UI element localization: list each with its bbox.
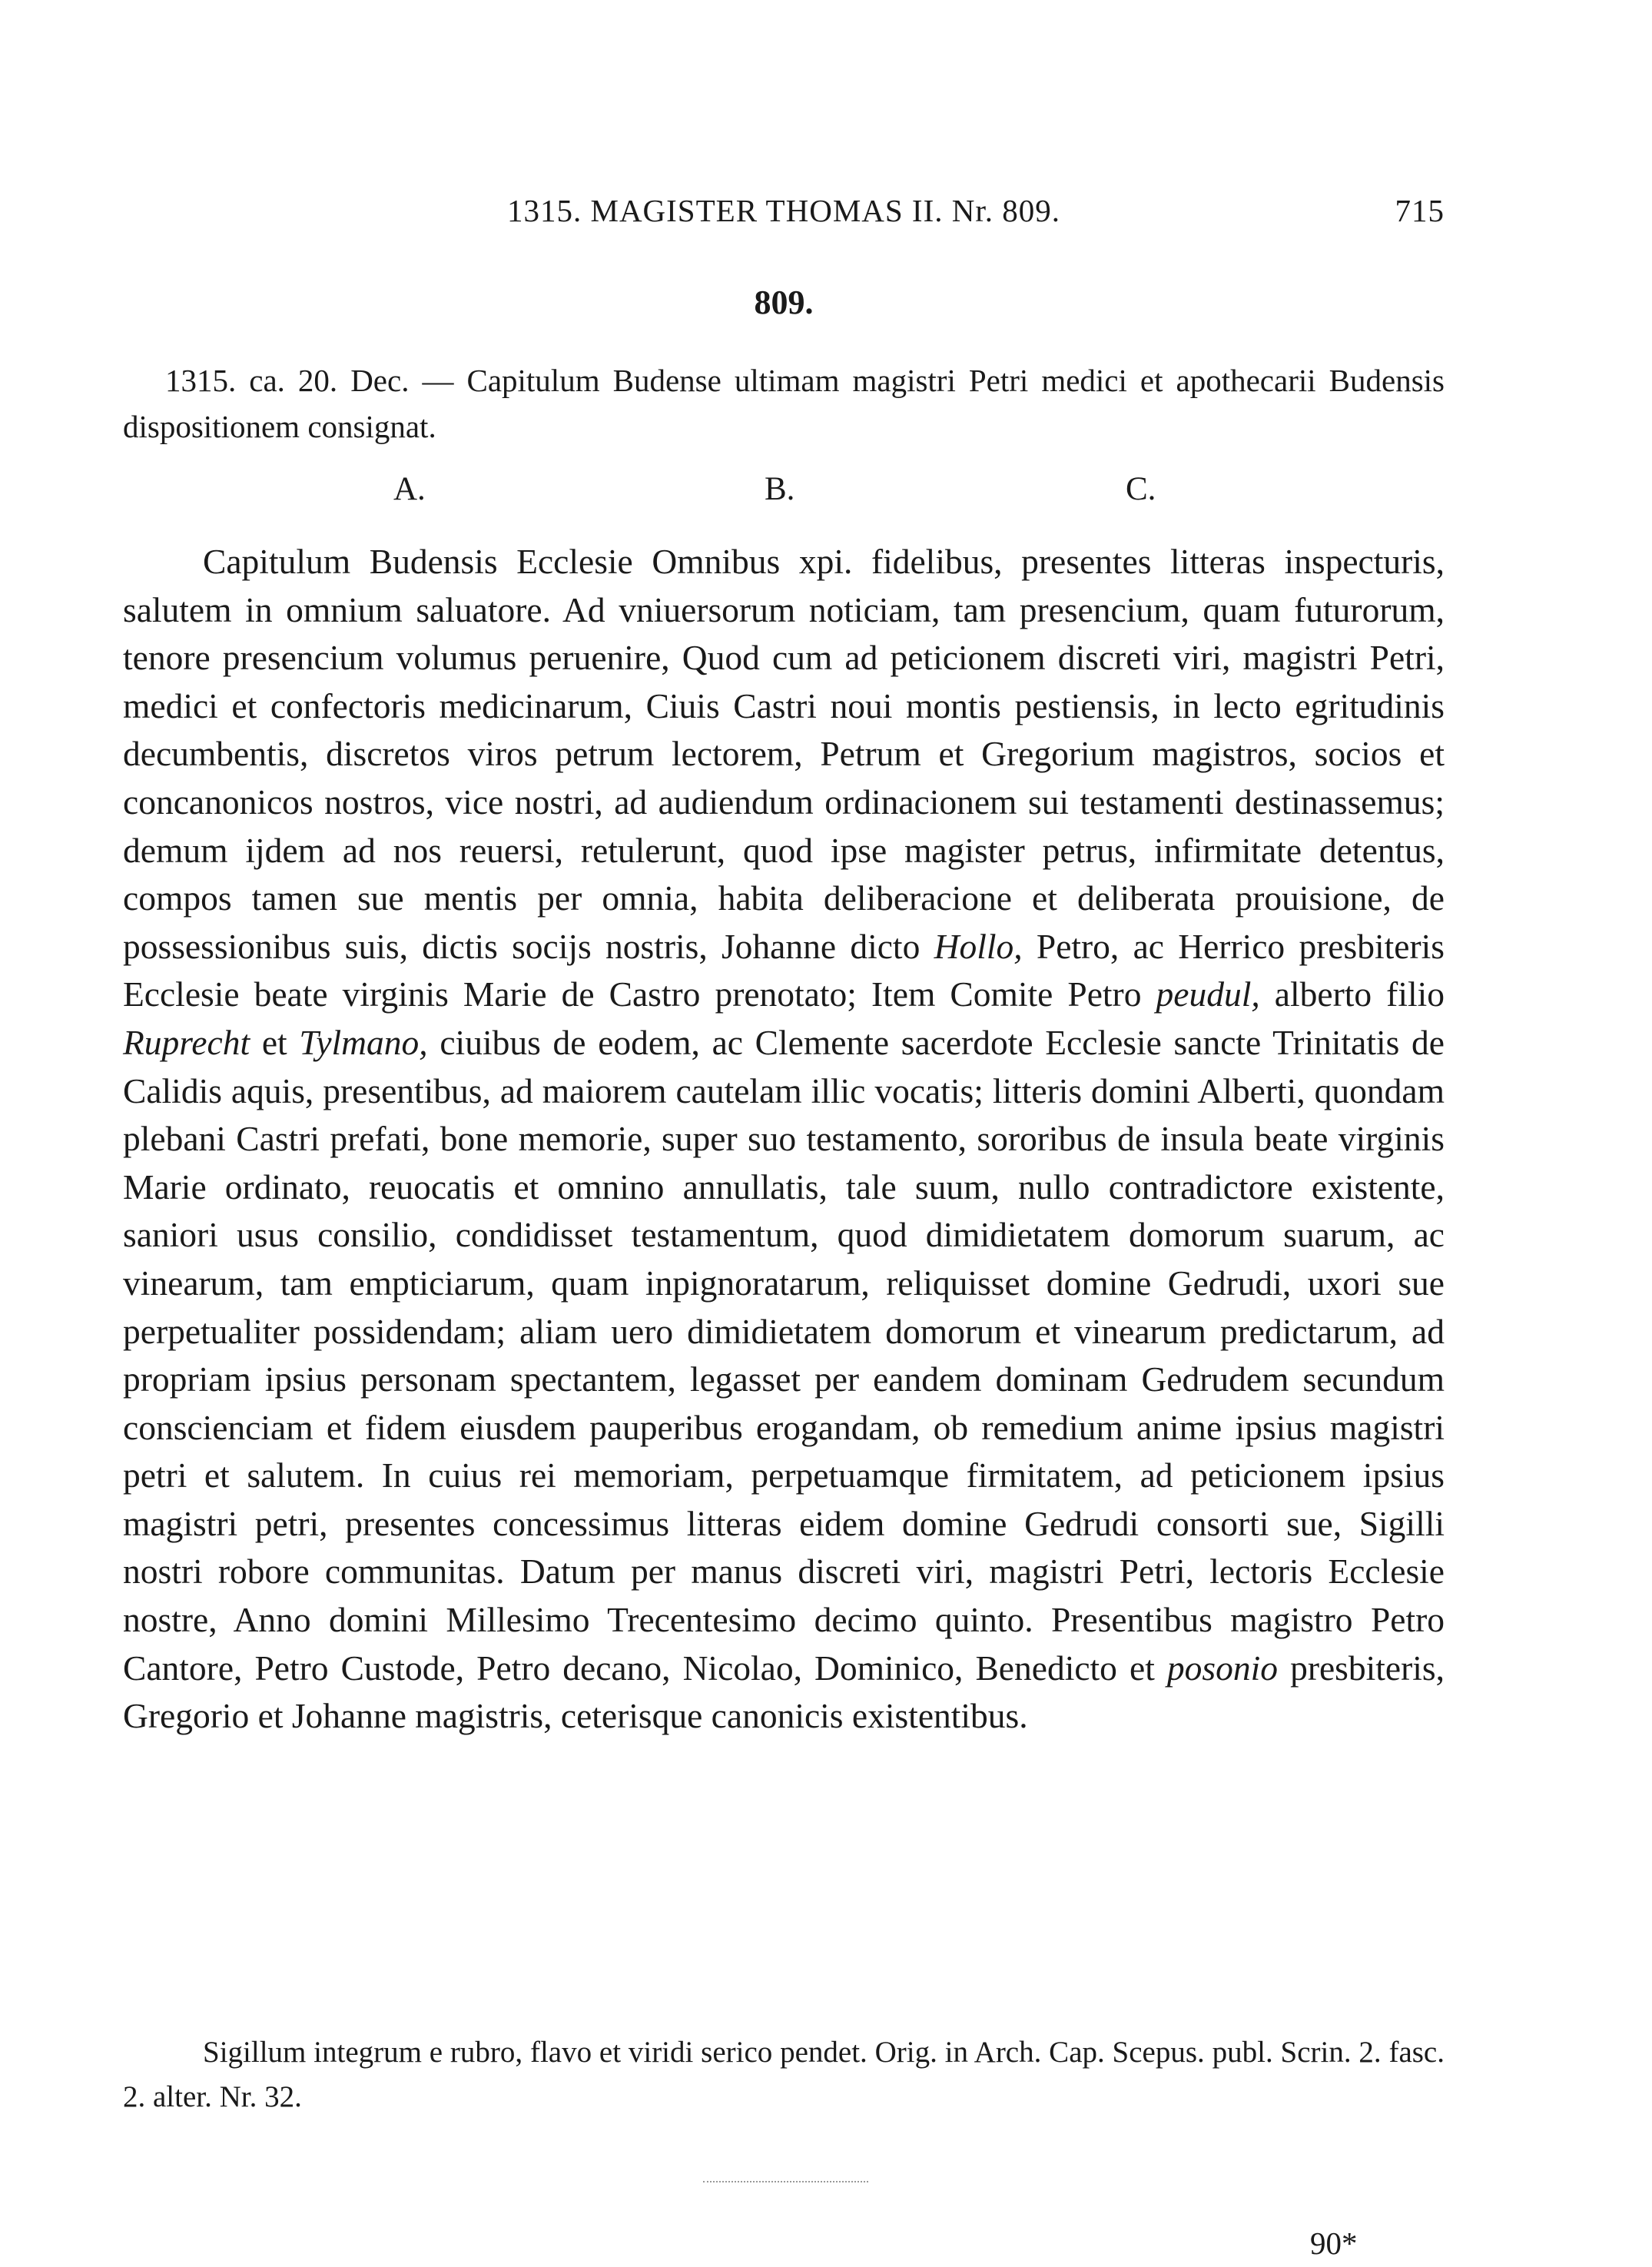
name-ruprecht: Ruprecht bbox=[123, 1022, 250, 1062]
charter-text bbox=[123, 538, 1445, 1741]
text-segment: Capitulum Budensis Ecclesie Omnibus xpi. fidelibus, presentes litteras inspecturis, salutem in omnium saluatore. Ad vniuersorum noticiam, tam presencium, quam futurorum, tenore presencium volumus peruenire, Quod cum ad peticionem discreti viri, magistri Petri, medici et confectoris medicinarum, Ciuis Castri noui montis pestiensis, in lecto egritudinis decumbentis, discretos viros petrum lectorem, Petrum et Gregorium magistros, socios et concanonicos nostros, vice nostri, ad audiendum ordinacionem sui testamenti destinassemus; demum ijdem ad nos reuersi, retulerunt, quod ipse magister petrus, infirmitate detentus, compos tamen sue mentis per omnia, habita deliberacione et deliberata prouisione, de possessionibus suis, dictis socijs nostris, Johanne dicto bbox=[123, 542, 1445, 966]
dotted-divider bbox=[703, 2181, 868, 2182]
name-tylmano: Tylmano, bbox=[299, 1022, 428, 1062]
siglum-c: C. bbox=[1126, 471, 1156, 507]
name-hollo: Hollo, bbox=[934, 926, 1023, 966]
text-segment: et bbox=[250, 1022, 300, 1062]
text-segment: ciuibus de eodem, ac Clemente sacerdote Ecclesie sancte Trinitatis de Calidis aquis, presentibus, ad maiorem cautelam illic vocatis; litteris domini Alberti, quondam plebani Castri prefati, bone memorie, super suo testamento, sororibus de insula beate virginis Marie ordinato, reuocatis et omnino annullatis, tale suum, nullo contradictore existente, saniori usus consilio, condidisset testamentum, quod dimidietatem domorum suarum, ac vinearum, tam empticiarum, quam inpignoratarum, reliquisset domine Gedrudi, uxori sue perpetualiter possidendam; aliam uero dimidietatem domorum et vinearum predictarum, ad propriam ipsius personam spectantem, legasset per eandem dominam Gedrudem secundum conscienciam et fidem eiusdem pauperibus erogandam, ob remedium anime ipsius magistri petri et salutem. In cuius rei memoriam, perpetuamque firmitatem, ad peticionem ipsius magistri petri, presentes concessimus litteras eidem domine Gedrudi consorti sue, Sigilli nostri robore communitas. Datum per manus discreti viri, magistri Petri, lectoris Ecclesie nostre, Anno domini Millesimo Trecentesimo decimo quinto. Presentibus magistro Petro Cantore, Petro Custode, Petro decano, Nicolao, Dominico, Benedicto et bbox=[123, 1022, 1445, 1688]
seal-note: Sigillum integrum e rubro, flavo et viridi serico pendet. Orig. in Arch. Cap. Scepus. publ. Scrin. 2. fasc. 2. alter. Nr. 32. bbox=[123, 2036, 1445, 2113]
running-head bbox=[123, 192, 1445, 238]
name-peudul: peudul, bbox=[1156, 974, 1260, 1014]
name-posonio: posonio bbox=[1166, 1648, 1279, 1688]
running-head-title: 1315. MAGISTER THOMAS II. Nr. 809. bbox=[506, 193, 1060, 228]
document-number: 809. bbox=[754, 284, 814, 321]
text-segment: Petro, ac Herrico presbiteris Ecclesie beate virginis Marie de Castro prenotato; Item Comite Petro bbox=[123, 926, 1445, 1014]
siglum-a: A. bbox=[393, 471, 426, 507]
text-segment: alberto filio bbox=[1259, 974, 1445, 1014]
manuscript-sigla bbox=[123, 470, 1445, 516]
page-number: 715 bbox=[1395, 193, 1445, 228]
signature-mark: 90* bbox=[1310, 2226, 1358, 2261]
regest-summary: 1315. ca. 20. Dec. — Capitulum Budense ultimam magistri Petri medici et apothecarii Budensis dispositionem consignat. bbox=[123, 363, 1445, 444]
text-segment: presbiteris, Gregorio et Johanne magistris, ceterisque canonicis existentibus. bbox=[123, 1648, 1445, 1736]
siglum-b: B. bbox=[765, 471, 795, 507]
